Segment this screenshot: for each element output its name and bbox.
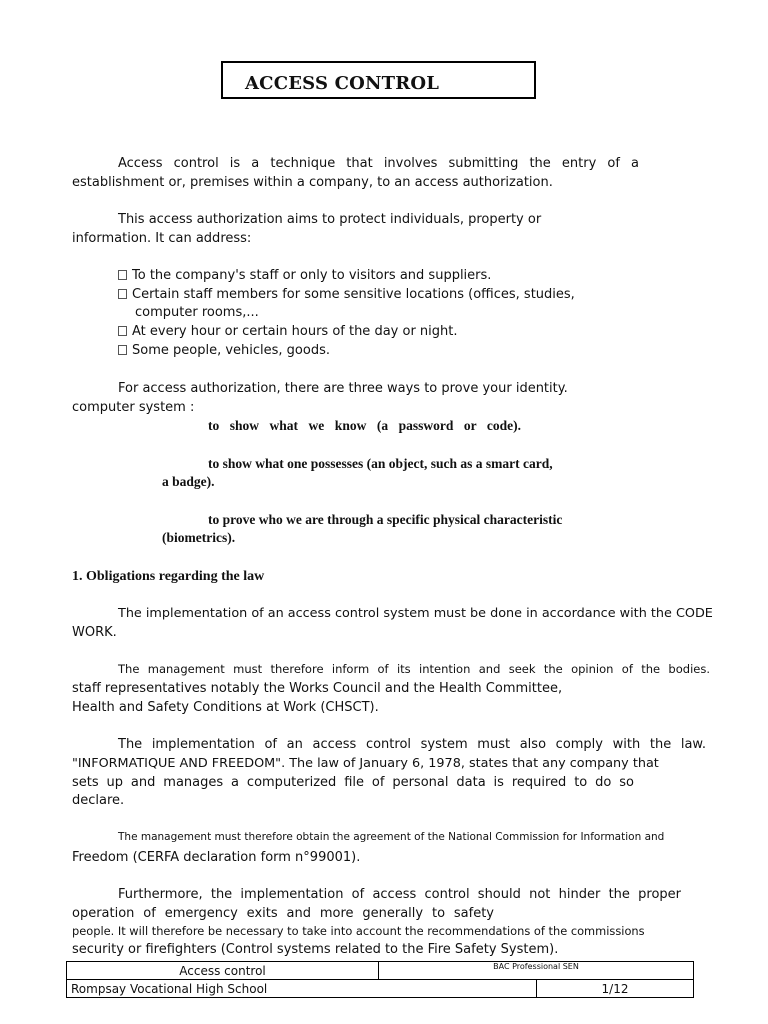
- page-number: 1/12: [537, 980, 694, 998]
- section1-p1-line2: WORK.: [72, 625, 117, 640]
- section1-p2-line3: Health and Safety Conditions at Work (CHSCT).: [72, 700, 379, 715]
- identity-line1: For access authorization, there are three ways to prove your identity.: [118, 381, 568, 396]
- footer-school: Rompsay Vocational High School: [67, 980, 537, 998]
- section1-p1-line1: The implementation of an access control system must be done in accordance with the CODE: [118, 606, 713, 621]
- intro-p2-line1: This access authorization aims to protect individuals, property or: [118, 212, 542, 227]
- bullet-icon: [118, 326, 127, 336]
- section1-p5-line3: people. It will therefore be necessary to take into account the recommendations of the commissions: [72, 924, 645, 938]
- section1-p3-line1: The implementation of an access control system must also comply with the law.: [118, 737, 706, 752]
- footer-course: BAC Professional SEN: [379, 962, 694, 980]
- bullet-icon: [118, 289, 127, 299]
- identity-way3-line1: to prove who we are through a specific physical characteristic: [208, 512, 563, 527]
- footer-table: [66, 961, 694, 998]
- section1-p2-line2: staff representatives notably the Works Council and the Health Committee,: [72, 681, 563, 696]
- list-item-continuation: computer rooms,...: [135, 305, 259, 320]
- section1-p3-line3: sets up and manages a computerized file of personal data is required to do so: [72, 775, 634, 790]
- intro-p1-line2: establishment or, premises within a company, to an access authorization.: [72, 175, 553, 190]
- identity-way3-line2: (biometrics).: [162, 530, 236, 545]
- section1-p4-line1: The management must therefore obtain the agreement of the National Commission for Information and: [118, 831, 665, 843]
- identity-line2: computer system :: [72, 400, 195, 415]
- identity-way2-line1: to show what one possesses (an object, such as a smart card,: [208, 456, 553, 471]
- section-heading: 1. Obligations regarding the law: [72, 569, 265, 584]
- section1-p4-line2: Freedom (CERFA declaration form n°99001).: [72, 850, 361, 865]
- section1-p5-line4: security or firefighters (Control systems related to the Fire Safety System).: [72, 942, 559, 957]
- intro-p1-line1: Access control is a technique that involves submitting the entry of a: [118, 156, 639, 171]
- page-title: ACCESS CONTROL: [245, 73, 440, 94]
- section1-p5-line2: operation of emergency exits and more generally to safety: [72, 906, 494, 921]
- list-item: Certain staff members for some sensitive locations (offices, studies,: [118, 287, 575, 302]
- section1-p2-line1: The management must therefore inform of its intention and seek the opinion of the bodies.: [118, 662, 710, 676]
- section1-p3-line4: declare.: [72, 793, 125, 808]
- bullet-icon: [118, 270, 127, 280]
- section1-p5-line1: Furthermore, the implementation of access control should not hinder the proper: [118, 887, 681, 902]
- identity-way1: to show what we know (a password or code).: [208, 418, 521, 433]
- title-box: [221, 61, 536, 99]
- section1-p3-line2: "INFORMATIQUE AND FREEDOM". The law of January 6, 1978, states that any company that: [72, 756, 659, 771]
- list-item: Some people, vehicles, goods.: [118, 343, 330, 358]
- list-item: To the company's staff or only to visitors and suppliers.: [118, 268, 491, 283]
- bullet-icon: [118, 345, 127, 355]
- intro-p2-line2: information. It can address:: [72, 231, 252, 246]
- footer-subject: Access control: [67, 962, 379, 980]
- identity-way2-line2: a badge).: [162, 474, 215, 489]
- list-item: At every hour or certain hours of the day or night.: [118, 324, 458, 339]
